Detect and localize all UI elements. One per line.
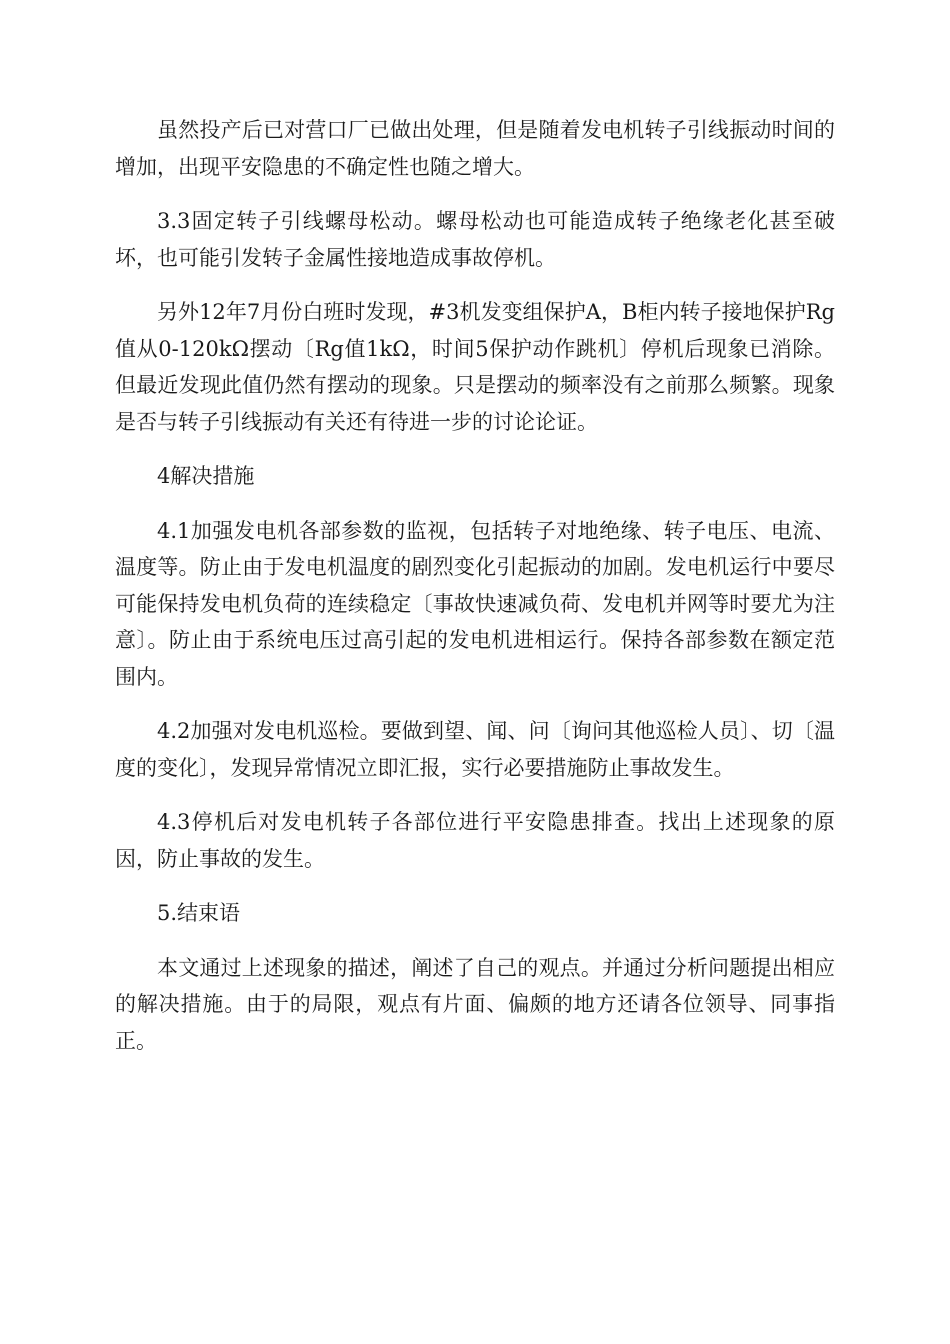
paragraph-4-3-hazard-check: 4.3停机后对发电机转子各部位进行平安隐患排查。找出上述现象的原因，防止事故的发生。 bbox=[115, 810, 835, 871]
section-heading-5-conclusion: 5.结束语 bbox=[157, 901, 241, 925]
paragraph-4-1-monitoring: 4.1加强发电机各部参数的监视，包括转子对地绝缘、转子电压、电流、温度等。防止由于发电机温度的剧烈变化引起振动的加剧。发电机运行中要尽可能保持发电机负荷的连续稳定〔事故快速减负荷、发电机并网等时要尤为注意〕。防止由于系统电压过高引起的发电机进相运行。保持各部参数在额定范围内。 bbox=[115, 518, 835, 689]
paragraph-rg-fluctuation: 另外12年7月份白班时发现，#3机发变组保护A，B柜内转子接地保护Rg值从0-120kΩ摆动〔Rg值1kΩ，时间5保护动作跳机〕停机后现象已消除。但最近发现此值仍然有摆动的现象。只是摆动的频率没有之前那么频繁。现象是否与转子引线振动有关还有待进一步的讨论论证。 bbox=[115, 300, 835, 434]
paragraph-risk-increase: 虽然投产后已对营口厂已做出处理，但是随着发电机转子引线振动时间的增加，出现平安隐患的不确定性也随之增大。 bbox=[115, 118, 835, 179]
paragraph-conclusion: 本文通过上述现象的描述，阐述了自己的观点。并通过分析问题提出相应的解决措施。由于的局限，观点有片面、偏颇的地方还请各位领导、同事指正。 bbox=[115, 955, 835, 1053]
document-body bbox=[115, 112, 835, 1077]
paragraph-3-3-nut-loosening: 3.3固定转子引线螺母松动。螺母松动也可能造成转子绝缘老化甚至破坏，也可能引发转子金属性接地造成事故停机。 bbox=[115, 209, 835, 270]
section-heading-4-solutions: 4解决措施 bbox=[157, 464, 255, 488]
paragraph-4-2-inspection: 4.2加强对发电机巡检。要做到望、闻、问〔询问其他巡检人员〕、切〔温度的变化〕，发现异常情况立即汇报，实行必要措施防止事故发生。 bbox=[115, 719, 835, 780]
